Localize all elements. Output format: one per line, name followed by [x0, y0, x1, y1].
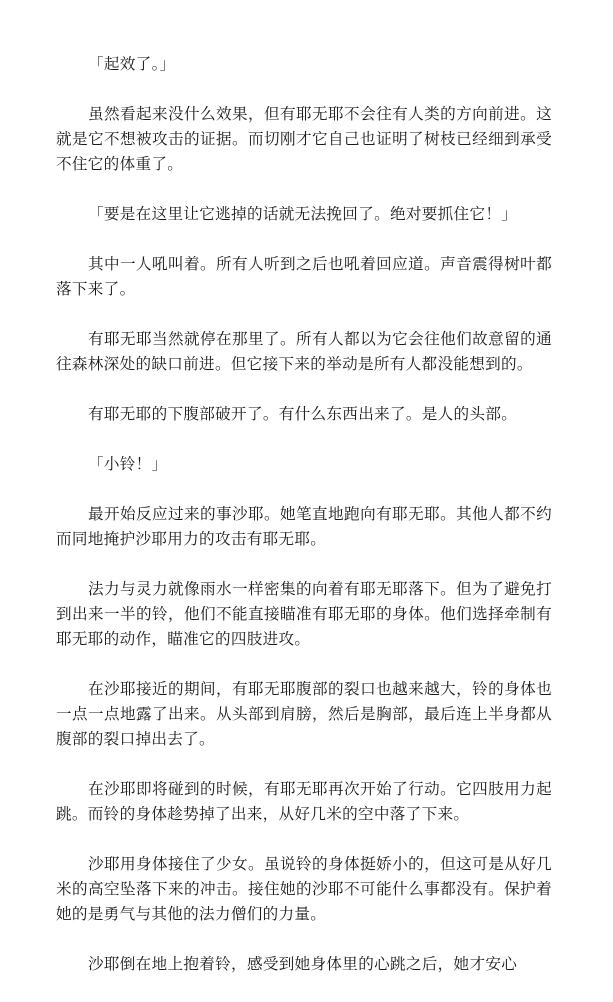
paragraph: 法力与灵力就像雨水一样密集的向着有耶无耶落下。但为了避免打到出来一半的铃，他们不能直接瞄准有耶无耶的身体。他们选择牵制有耶无耶的动作，瞄准它的四肢进攻。 — [56, 580, 552, 648]
paragraph: 「起效了。」 — [88, 55, 176, 73]
paragraph: 「要是在这里让它逃掉的话就无法挽回了。绝对要抓住它！」 — [88, 205, 518, 223]
document-page — [56, 52, 552, 1002]
paragraph: 有耶无耶的下腹部破开了。有什么东西出来了。是人的头部。 — [88, 405, 518, 423]
paragraph: 在沙耶即将碰到的时候，有耶无耶再次开始了行动。它四肢用力起跳。而铃的身体趁势掉了出来，从好几米的空中落了下来。 — [56, 780, 552, 823]
paragraph: 沙耶用身体接住了少女。虽说铃的身体挺娇小的，但这可是从好几米的高空坠落下来的冲击。接住她的沙耶不可能什么事都没有。保护着她的是勇气与其他的法力僧们的力量。 — [56, 855, 552, 923]
paragraph: 「小铃！」 — [88, 455, 168, 473]
paragraph: 有耶无耶当然就停在那里了。所有人都以为它会往他们故意留的通往森林深处的缺口前进。但它接下来的举动是所有人都没能想到的。 — [56, 330, 552, 373]
paragraph: 在沙耶接近的期间，有耶无耶腹部的裂口也越来越大，铃的身体也一点一点地露了出来。从头部到肩膀，然后是胸部，最后连上半身都从腹部的裂口掉出去了。 — [56, 680, 552, 748]
paragraph: 最开始反应过来的事沙耶。她笔直地跑向有耶无耶。其他人都不约而同地掩护沙耶用力的攻击有耶无耶。 — [56, 505, 552, 548]
paragraph: 虽然看起来没什么效果，但有耶无耶不会往有人类的方向前进。这就是它不想被攻击的证据。而切刚才它自己也证明了树枝已经细到承受不住它的体重了。 — [56, 105, 552, 173]
paragraph: 其中一人吼叫着。所有人听到之后也吼着回应道。声音震得树叶都落下来了。 — [56, 255, 552, 298]
paragraph: 沙耶倒在地上抱着铃，感受到她身体里的心跳之后，她才安心 — [88, 955, 518, 973]
